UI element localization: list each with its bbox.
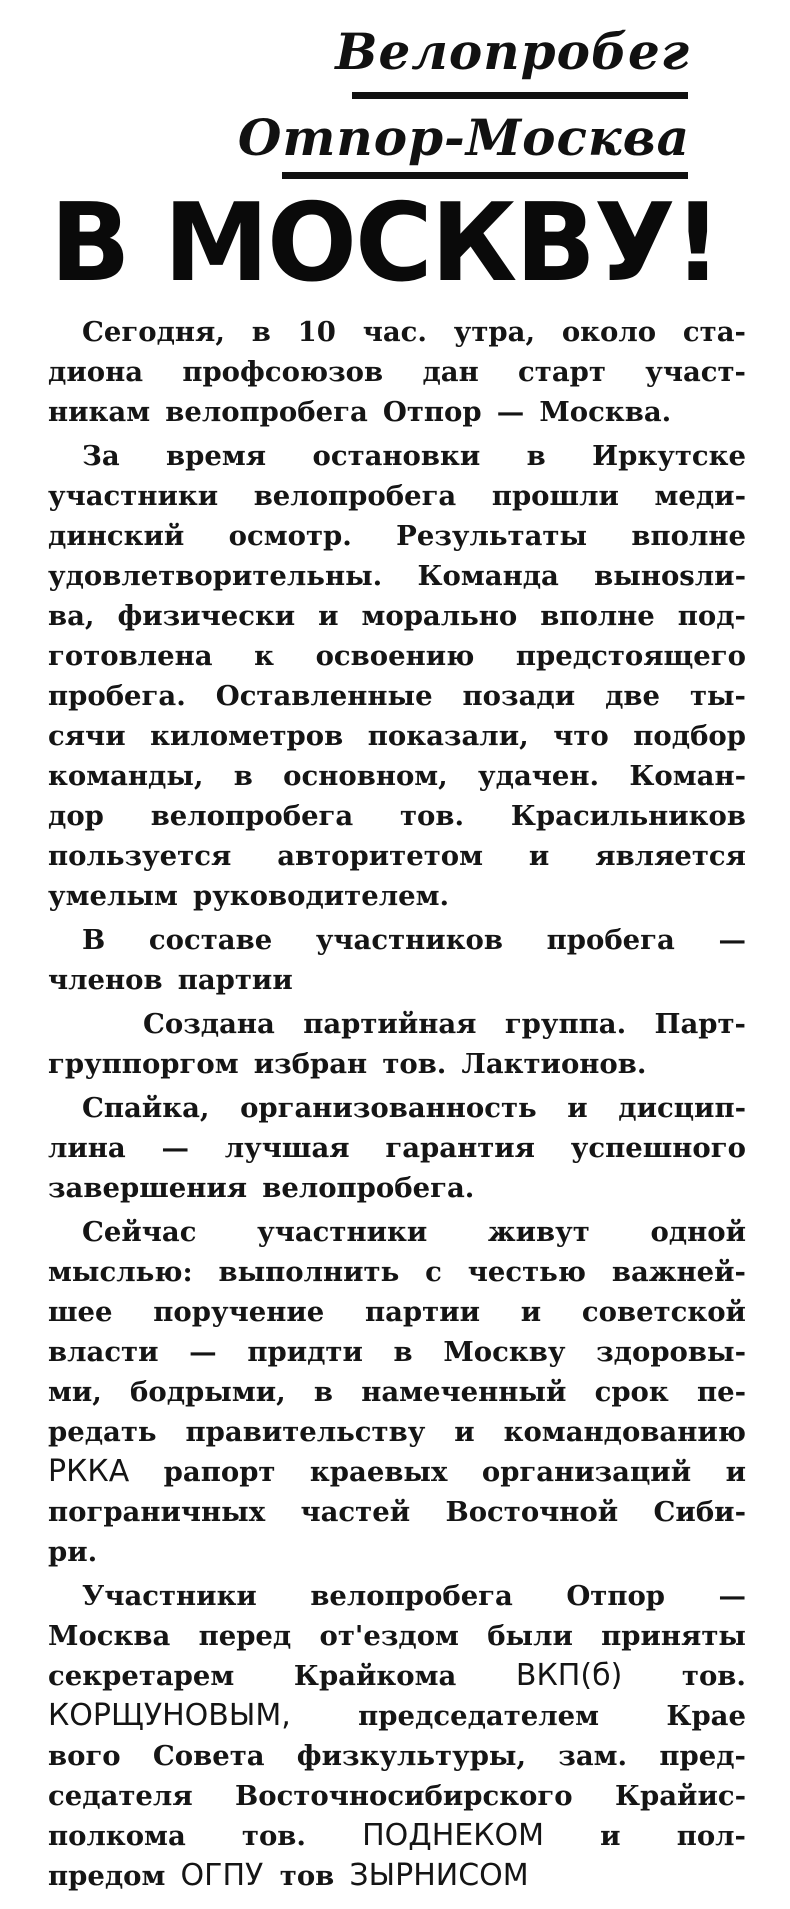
article-word: под- xyxy=(677,600,746,632)
article-word: в xyxy=(526,440,546,472)
article-word: морально xyxy=(361,600,518,632)
article-word: участники xyxy=(257,1216,428,1248)
article-line xyxy=(48,1492,746,1532)
article-line xyxy=(48,636,746,676)
article-word: одной xyxy=(650,1216,746,1248)
article-line xyxy=(48,1856,746,1896)
article-word: Совета xyxy=(152,1740,265,1772)
kicker-line-2: Отпор-Москва xyxy=(237,108,690,167)
article-word: готовлена xyxy=(48,640,213,672)
article-word: около xyxy=(561,316,657,348)
article-line xyxy=(48,1128,746,1168)
article-word: Сиби- xyxy=(653,1496,746,1528)
article-word: завершения xyxy=(48,1172,248,1204)
article-word: Парт- xyxy=(654,1008,746,1040)
article-line xyxy=(48,796,746,836)
article-word: Москва xyxy=(48,1620,171,1652)
article-word: председателем xyxy=(358,1700,600,1732)
article-line xyxy=(48,1088,746,1128)
article-word: показали, xyxy=(367,720,529,752)
article-word: мыслью: xyxy=(48,1256,193,1288)
article-word: ри. xyxy=(48,1536,98,1568)
article-line xyxy=(48,1452,746,1492)
article-word: Коман- xyxy=(629,760,746,792)
article-word: умелым xyxy=(48,880,178,912)
article-word: дор xyxy=(48,800,104,832)
article-line xyxy=(48,1736,746,1776)
article-word: велопробега xyxy=(253,480,457,512)
article-word: вполне xyxy=(631,520,746,552)
article-line xyxy=(48,1616,746,1656)
article-word: тов. xyxy=(400,800,465,832)
article-word: пользуется xyxy=(48,840,232,872)
article-word: Иркутске xyxy=(592,440,746,472)
article-word: придти xyxy=(247,1336,363,1368)
article-word: живут xyxy=(487,1216,590,1248)
article-line xyxy=(48,1532,746,1572)
article-line xyxy=(48,1292,746,1332)
article-word: честью xyxy=(467,1256,586,1288)
article-word: основном, xyxy=(283,760,448,792)
article-line xyxy=(48,1212,746,1252)
article-word: ВКП(б) xyxy=(515,1658,623,1693)
article-line xyxy=(48,1252,746,1292)
article-line xyxy=(48,756,746,796)
article-line xyxy=(48,1332,746,1372)
article-word: — xyxy=(161,1132,190,1164)
article-word: вполне xyxy=(540,600,655,632)
article-word: партийная xyxy=(303,1008,477,1040)
article-word: Результаты xyxy=(396,520,588,552)
article-word: подбор xyxy=(633,720,746,752)
article-word: 10 xyxy=(297,316,336,348)
article-word: Лактионов. xyxy=(461,1048,647,1080)
article-word: группа. xyxy=(504,1008,627,1040)
article-word: ОГПУ xyxy=(180,1858,264,1893)
article-line xyxy=(48,596,746,636)
article-word: тов. xyxy=(681,1660,746,1692)
article-word: были xyxy=(487,1620,573,1652)
article-word: лина xyxy=(48,1132,126,1164)
article-word: редать xyxy=(48,1416,157,1448)
article-word: руководителем. xyxy=(192,880,450,912)
article-word: бодрыми, xyxy=(130,1376,286,1408)
article-word: километров xyxy=(150,720,344,752)
article-word: — xyxy=(718,1580,746,1612)
article-word: физически xyxy=(117,600,296,632)
article-word: пограничных xyxy=(48,1496,266,1528)
article-word: Восточносибирского xyxy=(235,1780,573,1812)
article-word: намеченный xyxy=(361,1376,567,1408)
article-word: две xyxy=(605,680,660,712)
article-word: и xyxy=(318,600,339,632)
article-word: партии xyxy=(177,964,293,996)
article-line xyxy=(48,436,746,476)
article-word: тов xyxy=(279,1860,335,1892)
article-word: в xyxy=(313,1376,334,1408)
article-word: позади xyxy=(462,680,576,712)
article-line xyxy=(48,312,746,352)
article-word: является xyxy=(595,840,746,872)
article-word: Команда xyxy=(417,560,559,592)
article-line xyxy=(48,1372,746,1412)
article-word: пред- xyxy=(659,1740,746,1772)
article-word: диона xyxy=(48,356,144,388)
article-word: Крайис- xyxy=(614,1780,746,1812)
article-line xyxy=(48,1816,746,1856)
article-word: сячи xyxy=(48,720,126,752)
article-line xyxy=(48,876,746,916)
article-word: и xyxy=(567,1092,588,1124)
article-word: и xyxy=(528,840,550,872)
article-word: седателя xyxy=(48,1780,193,1812)
article-line xyxy=(48,920,746,960)
article-word: организованность xyxy=(240,1092,537,1124)
article-word: освоению xyxy=(315,640,475,672)
article-word: — xyxy=(718,924,746,956)
article-word: участников xyxy=(315,924,503,956)
article-word: физкультуры, xyxy=(296,1740,527,1772)
article-line xyxy=(48,1576,746,1616)
article-line xyxy=(48,716,746,756)
article-word: осмотр. xyxy=(228,520,352,552)
article-word: Восточной xyxy=(445,1496,619,1528)
article-line xyxy=(48,836,746,876)
article-word: Создана xyxy=(143,1008,275,1040)
article-word: Оставленные xyxy=(215,680,433,712)
article-line xyxy=(48,1776,746,1816)
article-word: утра, xyxy=(453,316,536,348)
article-word: Крае xyxy=(666,1700,746,1732)
article-word: авторитетом xyxy=(277,840,483,872)
article-word: гарантия xyxy=(385,1132,535,1164)
article-word: группоргом xyxy=(48,1048,239,1080)
article-line xyxy=(48,1168,746,1208)
article-word: остановки xyxy=(312,440,481,472)
article-word: велопробега xyxy=(310,1580,513,1612)
article-word: пол- xyxy=(676,1820,746,1852)
kicker-rule-1 xyxy=(352,92,688,99)
article-word: Москву xyxy=(443,1336,566,1368)
article-word: тов. xyxy=(382,1048,447,1080)
article-word: предстоящего xyxy=(515,640,746,672)
article-word: в xyxy=(393,1336,413,1368)
article-word: успешного xyxy=(570,1132,746,1164)
article-word: выполнить xyxy=(218,1256,400,1288)
article-line xyxy=(48,960,746,1000)
article-word: Сейчас xyxy=(82,1216,197,1248)
kicker-line-1: Велопробег xyxy=(335,22,690,81)
article-line xyxy=(48,1412,746,1452)
article-line xyxy=(48,392,746,432)
article-word: РККА xyxy=(48,1454,130,1489)
article-word: в xyxy=(233,760,253,792)
article-word: лучшая xyxy=(224,1132,350,1164)
article-word: секретарем xyxy=(48,1660,235,1692)
article-word: команды, xyxy=(48,760,204,792)
article-word: и xyxy=(454,1416,475,1448)
article-word: командованию xyxy=(503,1416,746,1448)
article-word: ми, xyxy=(48,1376,102,1408)
article-word: никам xyxy=(48,396,151,428)
article-word: Крайкома xyxy=(293,1660,457,1692)
article-word: ПОДНЕКОМ xyxy=(362,1818,545,1853)
article-word: избран xyxy=(253,1048,368,1080)
article-word: и xyxy=(520,1296,542,1328)
article-word: дан xyxy=(422,356,479,388)
article-word: Отпор xyxy=(566,1580,666,1612)
article-line xyxy=(48,516,746,556)
article-word: краевых xyxy=(309,1456,448,1488)
headline: В МОСКВУ! xyxy=(50,181,720,306)
article-word: Отпор xyxy=(382,396,482,428)
article-word: рапорт xyxy=(163,1456,276,1488)
article-word: и xyxy=(600,1820,621,1852)
article-word: КОРЩУНОВЫМ, xyxy=(48,1698,291,1733)
article-word: динский xyxy=(48,520,185,552)
article-word: частей xyxy=(300,1496,411,1528)
article-word: перед xyxy=(198,1620,292,1652)
article-word: предом xyxy=(48,1860,166,1892)
article-word: срок xyxy=(594,1376,669,1408)
article-word: членов xyxy=(48,964,163,996)
article-word: приняты xyxy=(601,1620,746,1652)
article-line xyxy=(48,1696,746,1736)
article-body xyxy=(48,312,746,1896)
article-word: дисцип- xyxy=(618,1092,746,1124)
article-word: поручение xyxy=(153,1296,325,1328)
article-word: старт xyxy=(518,356,606,388)
article-word: велопробега. xyxy=(262,1172,475,1204)
article-word: Москва. xyxy=(539,396,672,428)
article-word: пробега. xyxy=(48,680,186,712)
article-word: участ- xyxy=(645,356,746,388)
article-word: велопробега xyxy=(150,800,354,832)
article-line xyxy=(48,1656,746,1696)
article-word: Спайка, xyxy=(82,1092,210,1124)
article-line xyxy=(48,1004,746,1044)
article-word: вынosли- xyxy=(594,560,746,592)
article-line xyxy=(48,676,746,716)
article-line xyxy=(48,476,746,516)
article-word: в xyxy=(251,316,271,348)
article-line xyxy=(48,352,746,392)
article-word: полкома xyxy=(48,1820,186,1852)
article-word: и xyxy=(725,1456,746,1488)
article-word: ты- xyxy=(689,680,746,712)
article-word: важней- xyxy=(611,1256,746,1288)
article-word: велопробега xyxy=(165,396,368,428)
article-word: участники xyxy=(48,480,219,512)
article-word: профсоюзов xyxy=(182,356,384,388)
article-line xyxy=(48,556,746,596)
article-word: меди- xyxy=(654,480,746,512)
article-word: ЗЫРНИСОМ xyxy=(349,1858,529,1893)
article-word: ста- xyxy=(682,316,746,348)
article-word: с xyxy=(425,1256,442,1288)
article-word: к xyxy=(254,640,274,672)
article-word: партии xyxy=(364,1296,480,1328)
article-word: — xyxy=(496,396,525,428)
article-word: составе xyxy=(148,924,273,956)
article-word: ва, xyxy=(48,600,95,632)
article-word: здоровы- xyxy=(596,1336,746,1368)
article-word: организаций xyxy=(481,1456,692,1488)
article-line xyxy=(48,1044,746,1084)
article-word: время xyxy=(166,440,267,472)
article-word: час. xyxy=(362,316,427,348)
article-word: правительству xyxy=(185,1416,426,1448)
article-word: удачен. xyxy=(478,760,600,792)
article-word: власти xyxy=(48,1336,159,1368)
article-word: прошли xyxy=(491,480,619,512)
article-word: пе- xyxy=(696,1376,746,1408)
article-word: Сегодня, xyxy=(82,316,225,348)
article-word: шее xyxy=(48,1296,113,1328)
article-word: Участники xyxy=(82,1580,257,1612)
article-word: удовлетворительны. xyxy=(48,560,383,592)
article-word: Красильников xyxy=(510,800,746,832)
article-word: вого xyxy=(48,1740,121,1772)
article-word: советской xyxy=(581,1296,746,1328)
article-word: пробега xyxy=(546,924,675,956)
article-word: зам. xyxy=(558,1740,628,1772)
article-word: тов. xyxy=(241,1820,306,1852)
article-word: В xyxy=(82,924,106,956)
article-word: что xyxy=(553,720,609,752)
article-word: За xyxy=(82,440,120,472)
article-word: от'ездом xyxy=(319,1620,459,1652)
article-word: — xyxy=(189,1336,217,1368)
